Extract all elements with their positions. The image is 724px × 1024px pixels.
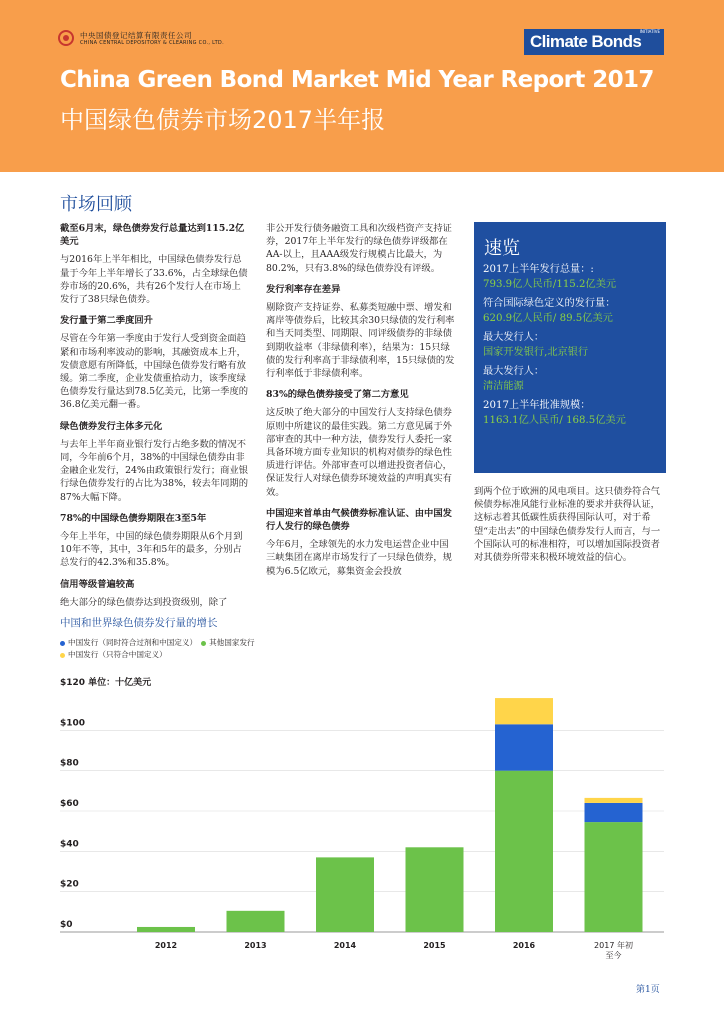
text-column-3 [474, 485, 664, 572]
paragraph-text: 到两个位于欧洲的风电项目。这只债券符合气候债券标准风能行业标准的要求并获得认证，这标志着其低碳性质获得国际认可，对于希望“走出去”的中国绿色债券发行人而言，与一个国际认可的标准相符，可以增加国际投资者对其债券所带来积极环境效益的信心。 [474, 486, 661, 564]
quick-fact-label: 最大发行人： [483, 366, 545, 377]
y-tick-label: $100 [60, 718, 86, 729]
text-column-2 [266, 222, 456, 586]
x-tick-label: 2014 [333, 941, 357, 950]
legend-label: 中国发行（只符合中国定义） [68, 650, 167, 659]
y-tick-label: $20 [60, 879, 79, 890]
bar-segment [406, 847, 464, 932]
page-number: 第1页 [636, 985, 660, 995]
x-tick-label: 2017 年初至今 [594, 941, 633, 960]
bar-segment [316, 857, 374, 932]
quick-fact-value: 清洁能源 [483, 381, 524, 392]
x-tick-label: 2013 [244, 941, 267, 950]
paragraph-text: 今年6月，全球领先的水力发电运营企业中国三峡集团在离岸市场发行了一只绿色债券，规模为6.5亿欧元，募集资金会投放 [266, 539, 452, 577]
legend-label: 中国发行（同时符合过剂和中国定义） [68, 638, 198, 647]
quick-facts-title: 速览 [484, 238, 520, 259]
ccdc-logo-cn: 中央国债登记结算有限责任公司 [80, 31, 192, 40]
bar-segment [585, 798, 643, 803]
quick-fact-label: 最大发行人： [483, 332, 545, 343]
y-tick-label: $80 [60, 758, 79, 769]
legend-swatch [60, 641, 65, 646]
paragraph-heading: 绿色债券发行主体多元化 [60, 420, 163, 432]
quick-fact-value: 1163.1亿人民币/ 168.5亿美元 [483, 415, 626, 426]
quick-facts-panel [474, 222, 666, 473]
bar-segment [495, 698, 553, 724]
legend-swatch [201, 641, 206, 646]
bar-segment [585, 803, 643, 822]
climate-bonds-logo-tag: INITIATIVE [639, 29, 660, 34]
paragraph-text: 与2016年上半年相比，中国绿色债券发行总量于今年上半年增长了33.6%，占全球绿色债券市场的20.6%，共有26个发行人在市场上发行了38只绿色债券。 [60, 254, 248, 306]
y-tick-label: $0 [60, 920, 73, 930]
quick-facts-list [483, 262, 661, 432]
report-title-en: China Green Bond Market Mid Year Report 2017 [60, 67, 654, 93]
paragraph-text: 绝大部分的绿色债券达到投资级别，除了 [60, 596, 228, 608]
legend-item [201, 638, 255, 647]
text-column-1 [60, 222, 250, 617]
paragraph-heading: 发行量于第二季度回升 [60, 315, 153, 327]
bar-segment [137, 927, 195, 932]
paragraph-text: 今年上半年，中国的绿色债券期限从6个月到10年不等，其中，3年和5年的最多，分别占总发行的42.3%和35.8%。 [60, 531, 243, 569]
legend-item [60, 638, 197, 647]
x-tick-label: 2012 [154, 941, 178, 950]
paragraph-heading: 信用等级普遍较高 [60, 578, 135, 590]
climate-bonds-logo-text: Climate Bonds [530, 32, 642, 51]
paragraph-text: 尽管在今年第一季度由于发行人受到资金面趋紧和市场利率波动的影响，其融资成本上升，发债意愿有所降低，中国绿色债券发行略有放缓。第二季度，企业发债重拾动力，该季度绿色债券发行量达到78.5亿美元，比第一季度的36.8亿美元翻一番。 [60, 333, 249, 411]
quick-fact-value: 793.9亿人民币/115.2亿美元 [483, 279, 617, 290]
bar-segment [585, 822, 643, 932]
legend-item [60, 650, 167, 659]
quick-fact-value: 国家开发银行,北京银行 [483, 347, 589, 358]
paragraph-heading: 截至6月末，绿色债券发行总量达到115.2亿美元 [60, 223, 245, 248]
bar-segment [495, 771, 553, 932]
quick-fact-value: 620.9亿人民币/ 89.5亿美元 [483, 313, 613, 324]
y-tick-label: $120 单位：十亿美元 [60, 678, 152, 688]
report-title-cn: 中国绿色债券市场2017半年报 [60, 106, 386, 134]
bar-segment [495, 724, 553, 770]
legend-label: 其他国家发行 [209, 638, 255, 647]
paragraph-heading: 78%的中国绿色债券期限在3至5年 [60, 512, 207, 524]
report-header [0, 0, 724, 172]
y-tick-label: $40 [60, 839, 79, 850]
ccdc-logo [58, 30, 318, 50]
chart-title: 中国和世界绿色债券发行量的增长 [60, 617, 218, 629]
legend-swatch [60, 653, 65, 658]
quick-fact-label: 符合国际绿色定义的发行量： [483, 298, 616, 309]
paragraph-text: 非公开发行债务融资工具和次级档资产支持证券，2017年上半年发行的绿色债券评级都在AA-以上，且AAA级发行规模占比最大，为80.2%，只有3.8%的绿色债券没有评级。 [266, 223, 452, 274]
paragraph-text: 剔除资产支持证券、私募类短融中票、增发和离岸等债券后，比较其余30只绿债的发行利率和当天同类型、同期限、同评级债券的非绿债到期收益率（非绿债利率），结果为：15只绿债的发行利率高于非绿债利率，15只绿债的发行利率低于非绿债利率。 [266, 302, 455, 380]
chart-legend [60, 637, 660, 661]
climate-bonds-logo [524, 29, 664, 55]
x-tick-label: 2015 [423, 941, 446, 950]
paragraph-heading: 发行利率存在差异 [266, 283, 341, 295]
paragraph-heading: 中国迎来首单由气候债券标准认证、由中国发行人发行的绿色债券 [266, 507, 452, 533]
ccdc-logo-icon [58, 30, 74, 46]
paragraph-heading: 83%的绿色债券接受了第二方意见 [266, 389, 409, 401]
y-tick-label: $60 [60, 799, 79, 809]
section-title: 市场回顾 [60, 194, 132, 215]
paragraph-text: 与去年上半年商业银行发行占绝多数的情况不同，今年前6个月，38%的中国绿色债券由非金融企业发行，24%由政策银行发行；商业银行绿色债券发行的占比为38%，较去年同期的87%大幅下降。 [60, 438, 249, 503]
quick-fact-label: 2017上半年发行总量：: [483, 264, 594, 275]
quick-fact-label: 2017上半年批准规模： [483, 400, 591, 411]
paragraph-text: 这反映了绝大部分的中国发行人支持绿色债券原则中所建议的最佳实践。第二方意见属于外部审查的其中一种方法，债券发行人委托一家具备环境方面专业知识的机构对债券的绿色性质进行评估。外部审查可以增进投资者信心，保证发行人对绿色债券环境效益的声明真实有效。 [266, 407, 452, 498]
bar-segment [227, 911, 285, 932]
ccdc-logo-en: CHINA CENTRAL DEPOSITORY & CLEARING CO., LTD. [80, 40, 224, 46]
x-tick-label: 2016 [512, 941, 536, 950]
